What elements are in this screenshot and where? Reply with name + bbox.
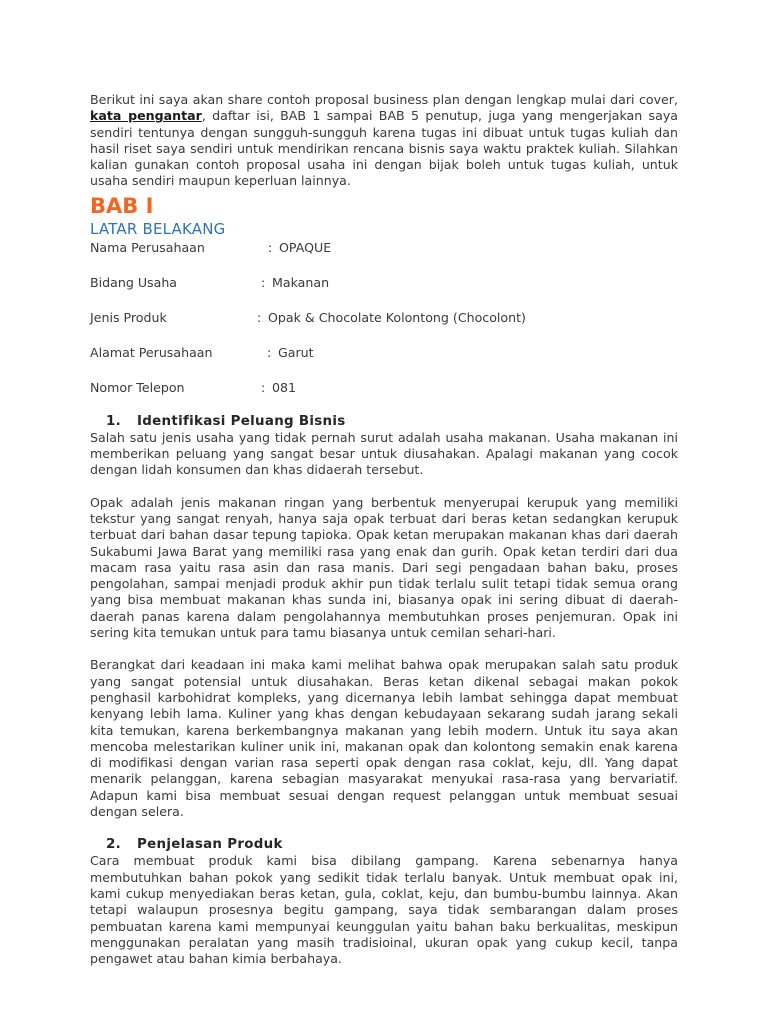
section-paragraph: Opak adalah jenis makanan ringan yang berbentuk menyerupai kerupuk yang memiliki tekstur yang sangat renyah, hanya saja opak terbuat dari beras ketan sedangkan kerupuk terbuat dari bahan dasar tepung tapioka. Opak ketan merupakan makanan khas dari daerah Sukabumi Jawa Barat yang memiliki rasa yang enak dan gurih. Opak ketan terdiri dari dua macam rasa yaitu rasa asin dan rasa manis. Dari segi pengadaan bahan baku, proses pengolahan, sampai menjadi produk akhir pun tidak terlalu sulit tetapi tidak semua orang yang bisa membuat makanan khas sunda ini, biasanya opak ini sering dibuat di daerah-daerah panas karena dalam pengolahannya membutuhkan proses penjemuran. Opak ini sering kita temukan untuk para tamu biasanya untuk cemilan sehari-hari. xyxy=(90,494,678,641)
chapter-subtitle: LATAR BELAKANG xyxy=(90,219,226,238)
company-address-label: Alamat Perusahaan xyxy=(90,344,213,360)
business-field-row xyxy=(90,275,678,292)
section-number: 1. xyxy=(106,413,122,429)
section-penjelasan-produk xyxy=(90,836,678,967)
company-address-colon: : xyxy=(267,344,272,360)
section-number: 2. xyxy=(106,837,122,853)
company-info xyxy=(90,240,678,397)
section-heading-text: Identifikasi Peluang Bisnis xyxy=(137,413,346,429)
phone-number-row xyxy=(90,380,678,397)
phone-number-colon: : xyxy=(261,379,266,395)
product-type-colon: : xyxy=(257,309,262,325)
product-type-value: Opak & Chocolate Kolontong (Chocolont) xyxy=(268,309,526,325)
intro-paragraph xyxy=(90,92,678,190)
business-field-value: Makanan xyxy=(272,274,330,290)
business-field-label: Bidang Usaha xyxy=(90,274,178,290)
company-address-row xyxy=(90,345,678,362)
intro-text-before-link: Berikut ini saya akan share contoh proposal business plan dengan lengkap mulai dari cover, xyxy=(90,92,678,107)
product-type-row xyxy=(90,310,678,327)
kata-pengantar-link[interactable]: kata pengantar xyxy=(90,108,202,124)
chapter-title: BAB I xyxy=(90,193,154,218)
phone-number-value: 081 xyxy=(272,379,297,395)
intro-text-after-link: , daftar isi, BAB 1 sampai BAB 5 penutup, juga yang mengerjakan saya sendiri tentunya dengan sungguh-sungguh karena tugas ini dibuat untuk tugas kuliah dan hasil riset saya sendiri untuk mendirikan rencana bisnis saya waktu praktek kuliah. Silahkan kalian gunakan contoh proposal usaha ini dengan bijak boleh untuk tugas kuliah, untuk usaha sendiri maupun keperluan lainnya. xyxy=(90,108,678,189)
section-heading xyxy=(106,413,678,430)
company-name-value: OPAQUE xyxy=(279,239,332,255)
company-name-colon: : xyxy=(268,239,273,255)
company-address-value: Garut xyxy=(278,344,314,360)
document-page xyxy=(90,92,678,967)
product-type-label: Jenis Produk xyxy=(90,309,167,325)
section-peluang-bisnis xyxy=(90,413,678,821)
business-field-colon: : xyxy=(261,274,266,290)
company-name-label: Nama Perusahaan xyxy=(90,239,205,255)
section-paragraph: Cara membuat produk kami bisa dibilang gampang. Karena sebenarnya hanya membutuhkan bahan pokok yang sedikit tidak terlalu banyak. Untuk membuat opak ini, kami cukup menyediakan beras ketan, gula, coklat, keju, dan bumbu-bumbu lainnya. Akan tetapi walaupun prosesnya begitu gampang, saya tidak sembarangan dalam proses pembuatan karena kami mempunyai keunggulan yaitu bahan baku berkualitas, meskipun menggunakan peralatan yang masih tradisioinal, ukuran opak yang cukup kecil, tanpa pengawet atau bahan kimia berbahaya. xyxy=(90,853,678,967)
company-name-row xyxy=(90,240,678,257)
section-paragraph: Berangkat dari keadaan ini maka kami melihat bahwa opak merupakan salah satu produk yang sangat potensial untuk diusahakan. Beras ketan dikenal sebagai makan pokok penghasil karbohidrat kompleks, yang dicernanya lebih lambat sehingga dapat membuat kenyang lebih lama. Kuliner yang khas dengan kebudayaan sekarang sudah jarang sekali kita temukan, karena berkembangnya makanan yang lebih modern. Untuk itu saya akan mencoba melestarikan kuliner unik ini, makanan opak dan kolontong semakin enak karena di modifikasi dengan varian rasa seperti opak dengan rasa coklat, keju, dll. Yang dapat menarik pelanggan, karena sebagian masyarakat menyukai rasa-rasa yang bervariatif. Adapun kami bisa membuat sesuai dengan request pelanggan untuk membuat sesuai dengan selera. xyxy=(90,657,678,820)
section-paragraph: Salah satu jenis usaha yang tidak pernah surut adalah usaha makanan. Usaha makanan ini memberikan peluang yang sangat besar untuk diusahakan. Apalagi makanan yang cocok dengan lidah konsumen dan khas didaerah tersebut. xyxy=(90,429,678,478)
phone-number-label: Nomor Telepon xyxy=(90,379,185,395)
section-heading xyxy=(106,836,678,853)
section-heading-text: Penjelasan Produk xyxy=(137,837,283,853)
